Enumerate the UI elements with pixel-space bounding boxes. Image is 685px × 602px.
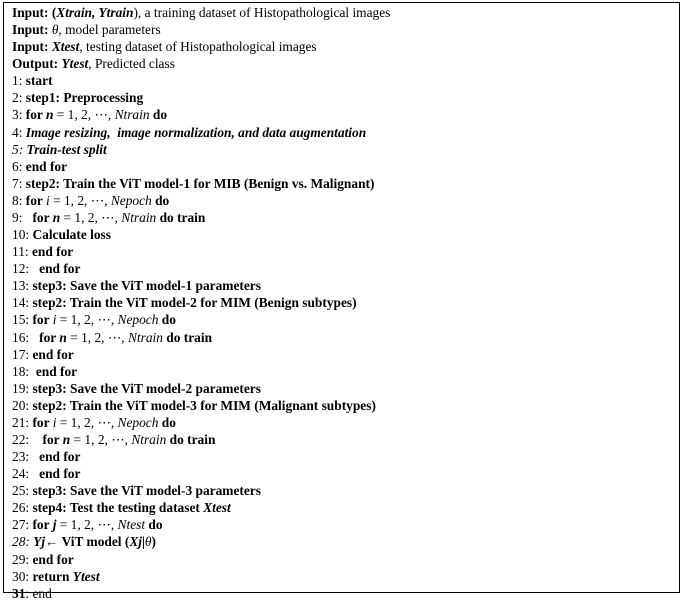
algorithm-line <box>12 448 80 465</box>
line-text-segment: Calculate loss <box>32 227 111 243</box>
line-text-segment: θ <box>144 534 152 550</box>
algorithm-line <box>12 482 261 499</box>
line-text-segment: n <box>45 107 54 123</box>
line-text-segment: 10: <box>12 227 33 243</box>
algorithm-line <box>12 141 107 158</box>
algorithm-line <box>12 465 80 482</box>
line-text-segment: : end <box>25 585 52 601</box>
algorithm-line <box>12 72 53 89</box>
line-text-segment: 3: <box>12 107 26 123</box>
line-text-segment: end for <box>39 261 81 277</box>
line-text-segment: for <box>39 329 60 345</box>
algorithm-line <box>12 38 317 55</box>
algorithm-line <box>12 329 212 346</box>
line-text-segment: step1: Preprocessing <box>25 90 144 106</box>
line-text-segment: n <box>62 432 71 447</box>
line-text-segment: for <box>25 107 46 123</box>
line-text-segment: Nepoch <box>117 414 159 430</box>
line-text-segment: step2: Train the ViT model-1 for MIB (Benign vs. Malignant) <box>25 175 375 191</box>
line-text-segment: 4: <box>12 124 26 140</box>
line-text-segment: 17: <box>12 346 33 362</box>
line-text-segment: Ntrain <box>131 432 167 447</box>
line-text-segment: Yj <box>33 534 46 550</box>
line-text-segment: step3: Save the ViT model-2 parameters <box>32 380 261 396</box>
algorithm-line <box>12 551 74 568</box>
algorithm-line <box>12 516 163 533</box>
line-text-segment: j <box>52 517 57 533</box>
line-text-segment: 30: <box>12 568 33 584</box>
line-text-segment: , testing dataset of Histopathological images <box>79 39 317 55</box>
line-text-segment: 22: <box>12 432 43 447</box>
line-text-segment: Ntrain <box>114 107 150 123</box>
line-text-segment: do train <box>156 209 206 225</box>
line-text-segment: end for <box>39 449 81 465</box>
line-text-segment: do train <box>162 329 213 345</box>
algorithm-line <box>12 363 77 380</box>
line-text-segment: 12: <box>12 261 40 277</box>
algorithm-line <box>12 431 215 448</box>
line-text-segment: end for <box>32 346 74 362</box>
algorithm-line <box>12 209 205 226</box>
line-text-segment: 1: <box>12 73 26 89</box>
algorithm-line <box>12 158 67 175</box>
line-text-segment: = 1, 2, ⋯, <box>60 209 122 225</box>
line-text-segment: step3: Save the ViT model-3 parameters <box>32 483 261 499</box>
algorithm-line <box>12 568 100 585</box>
line-text-segment: 26: <box>12 500 33 516</box>
line-text-segment: Output: <box>12 56 62 72</box>
line-text-segment: 6: <box>12 158 26 174</box>
algorithm-line <box>12 260 80 277</box>
line-text-segment: for <box>32 312 53 328</box>
line-text-segment: end for <box>31 244 74 260</box>
line-text-segment: for <box>32 517 53 533</box>
line-text-segment: Xtrain, Ytrain <box>56 5 134 20</box>
line-text-segment: 21: <box>12 414 33 430</box>
algorithm-line <box>12 124 366 141</box>
line-text-segment: Image resizing, image normalization, and data augmentation <box>25 124 367 140</box>
algorithm-line <box>12 414 176 431</box>
algorithm-line <box>12 277 261 294</box>
line-text-segment: step2: Train the ViT model-2 for MIM (Benign subtypes) <box>32 295 357 311</box>
line-text-segment: 29: <box>12 551 33 567</box>
line-text-segment: = 1, 2, ⋯, <box>53 107 115 123</box>
line-text-segment: Ntest <box>117 517 146 533</box>
line-text-segment: 13: <box>12 278 33 294</box>
line-text-segment: = 1, 2, ⋯, <box>56 414 118 430</box>
line-text-segment: Ntrain <box>121 209 157 225</box>
line-text-segment: n <box>59 329 67 345</box>
line-text-segment: step2: Train the ViT model-3 for MIM (Malignant subtypes) <box>32 397 376 413</box>
algorithm-line <box>12 311 176 328</box>
algorithm-line <box>12 192 169 209</box>
algorithm-line <box>12 294 357 311</box>
line-text-segment: Nepoch <box>117 312 159 328</box>
line-text-segment: 9: <box>12 209 33 225</box>
line-text-segment: = 1, 2, ⋯, <box>49 192 111 208</box>
algorithm-line <box>12 106 167 123</box>
line-text-segment: 7: <box>12 175 26 191</box>
algorithm-box <box>3 2 680 601</box>
line-text-segment: for <box>32 414 53 430</box>
line-text-segment: , model parameters <box>58 22 161 38</box>
line-text-segment: for <box>25 192 46 208</box>
algorithm-line <box>12 243 73 260</box>
line-text-segment: 8: <box>12 192 26 208</box>
line-text-segment: 25: <box>12 483 33 499</box>
line-text-segment: ), a training dataset of Histopathological images <box>133 5 391 20</box>
algorithm-line <box>12 346 74 363</box>
line-text-segment: 28: <box>12 534 34 550</box>
line-text-segment: Ntrain <box>127 329 163 345</box>
line-text-segment: = 1, 2, ⋯, <box>56 517 118 533</box>
line-text-segment: 19: <box>12 380 33 396</box>
line-text-segment: ← ViT model ( <box>45 534 130 550</box>
line-text-segment: do <box>158 414 176 430</box>
line-text-segment: Xtest <box>51 39 80 55</box>
algorithm-line <box>12 175 374 192</box>
line-text-segment: Train-test split <box>26 141 107 157</box>
line-text-segment: θ <box>51 22 59 38</box>
algorithm-line <box>12 89 143 106</box>
line-text-segment: 16: <box>12 329 40 345</box>
line-text-segment: return <box>32 568 73 584</box>
algorithm-line <box>12 21 161 38</box>
line-text-segment: Nepoch <box>110 192 152 208</box>
algorithm-line <box>12 499 231 516</box>
line-text-segment: 20: <box>12 397 33 413</box>
line-text-segment: do <box>158 312 176 328</box>
line-text-segment: step4: Test the testing dataset <box>32 500 204 516</box>
line-text-segment: 31 <box>12 585 26 601</box>
line-text-segment: n <box>52 209 61 225</box>
line-text-segment: Xj <box>129 534 142 550</box>
algorithm-line <box>12 380 261 397</box>
line-text-segment: i <box>45 192 50 208</box>
line-text-segment: start <box>25 73 53 89</box>
algorithm-line <box>12 533 156 550</box>
line-text-segment: end for <box>35 363 78 379</box>
line-text-segment: = 1, 2, ⋯, <box>70 432 132 447</box>
line-text-segment: do train <box>166 432 216 447</box>
line-text-segment: 23: <box>12 449 40 465</box>
algorithm-line <box>12 55 175 72</box>
line-text-segment: | <box>141 534 145 550</box>
line-text-segment: do <box>145 517 163 533</box>
line-text-segment: Xtest <box>203 500 231 516</box>
line-text-segment: 11: <box>12 244 32 260</box>
line-text-segment: Input: <box>12 39 52 55</box>
algorithm-line <box>12 585 52 602</box>
line-text-segment: end for <box>32 551 74 567</box>
line-text-segment: for <box>32 209 53 225</box>
algorithm-line <box>12 4 390 21</box>
line-text-segment: do <box>151 192 170 208</box>
line-text-segment: 2: <box>12 90 26 106</box>
line-text-segment: 24: <box>12 466 40 482</box>
line-text-segment: Ytest <box>72 568 100 584</box>
algorithm-line <box>12 226 111 243</box>
line-text-segment: Ytest <box>61 56 89 72</box>
line-text-segment: 18: <box>12 363 36 379</box>
line-text-segment: 14: <box>12 295 33 311</box>
line-text-segment: i <box>52 414 57 430</box>
line-text-segment: , Predicted class <box>88 56 175 72</box>
line-text-segment: 15: <box>12 312 33 328</box>
line-text-segment: step3: Save the ViT model-1 parameters <box>32 278 261 294</box>
line-text-segment: ) <box>151 534 156 550</box>
line-text-segment: for <box>42 432 63 447</box>
line-text-segment: do <box>149 107 168 123</box>
algorithm-line <box>12 397 376 414</box>
line-text-segment: = 1, 2, ⋯, <box>56 312 118 328</box>
line-text-segment: end for <box>25 158 68 174</box>
line-text-segment: Input: ( <box>12 5 57 20</box>
line-text-segment: end for <box>39 466 81 482</box>
line-text-segment: i <box>52 312 57 328</box>
line-text-segment: 5: <box>12 141 27 157</box>
line-text-segment: 27: <box>12 517 33 533</box>
line-text-segment: = 1, 2, ⋯, <box>66 329 128 345</box>
line-text-segment: Input: <box>12 22 52 38</box>
